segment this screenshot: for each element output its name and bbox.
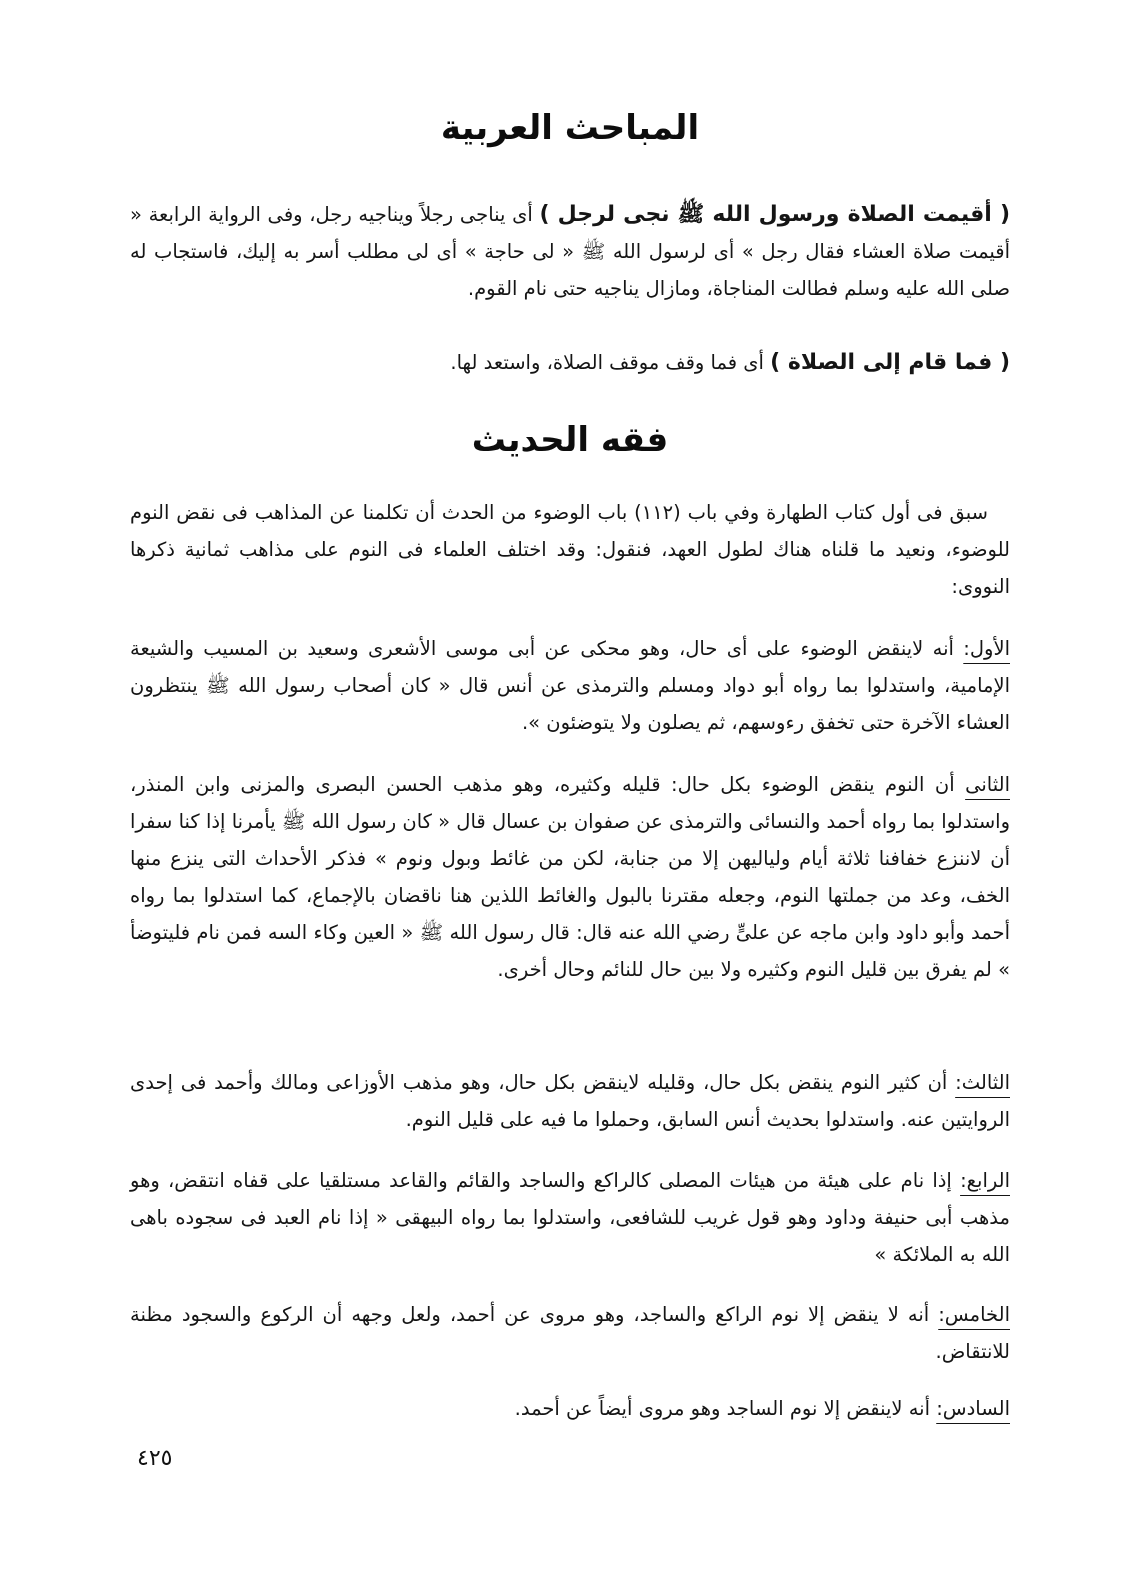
opinion-second: [130, 766, 1010, 988]
explanation-text: أى فما وقف موقف الصلاة، واستعد لها.: [450, 351, 771, 374]
quoted-phrase: ( فما قام إلى الصلاة ): [770, 350, 1010, 375]
opinion-text: أن النوم ينقض الوضوء بكل حال: قليله وكثيره، وهو مذهب الحسن البصرى والمزنى وابن المنذر، واستدلوا بما رواه أحمد والنسائى والترمذى عن صفوان بن عسال قال « كان رسول الله ﷺ يأمرنا إذا كنا سفرا أن لاننزع خفافنا ثلاثة أيام ولياليهن إلا من جنابة، لكن من غائط وبول ونوم » فذكر الأحداث التى ينزع منها الخف، وعد من جملتها النوم، وجعله مقترنا بالبول والغائط اللذين هنا ناقضان بالإجماع، كما استدلوا بما رواه أحمد وأبو داود وابن ماجه عن علىٍّ رضي الله عنه قال: قال رسول الله ﷺ « العين وكاء السه فمن نام فليتوضأ » لم يفرق بين قليل النوم وكثيره ولا بين حال للنائم وحال أخرى.: [130, 773, 1010, 981]
opinion-text: أنه لاينقض إلا نوم الساجد وهو مروى أيضاً عن أحمد.: [514, 1397, 937, 1420]
opinion-text: أنه لا ينقض إلا نوم الراكع والساجد، وهو مروى عن أحمد، ولعل وجهه أن الركوع والسجود مظنة للانتقاض.: [130, 1303, 1010, 1363]
paragraph-intro: سبق فى أول كتاب الطهارة وفي باب (١١٢) باب الوضوء من الحدث أن تكلمنا عن المذاهب فى نقض النوم للوضوء، ونعيد ما قلناه هناك لطول العهد، فنقول: وقد اختلف العلماء فى النوم على مذاهب ثمانية ذكرها النووى:: [130, 501, 1010, 598]
explanation-text: أى يناجى رجلاً ويناجيه رجل، وفى الرواية الرابعة « أقيمت صلاة العشاء فقال رجل » أى لرسول الله ﷺ « لى حاجة » أى لى مطلب أسر به إليك، فاستجاب له صلى الله عليه وسلم فطالت المناجاة، ومازال يناجيه حتى نام القوم.: [130, 203, 1010, 300]
page-number: ٤٢٥: [137, 1446, 173, 1471]
section-heading-arabic-investigations: المباحث العربية: [440, 108, 700, 148]
opinion-sixth: [130, 1390, 1010, 1427]
opinion-text: إذا نام على هيئة من هيئات المصلى كالراكع والساجد والقائم والقاعد مستلقيا على قفاه انتقض، وهو مذهب أبى حنيفة وداود وهو قول غريب للشافعى، واستدلوا بما رواه البيهقى « إذا نام العبد فى سجوده باهى الله به الملائكة »: [130, 1169, 1010, 1266]
section-heading-hadith-jurisprudence: فقه الحديث: [471, 420, 669, 460]
opinion-text: أنه لاينقض الوضوء على أى حال، وهو محكى عن أبى موسى الأشعرى وسعيد بن المسيب والشيعة الإمامية، واستدلوا بما رواه أبو دواد ومسلم والترمذى عن أنس قال « كان أصحاب رسول الله ﷺ ينتظرون العشاء الآخرة حتى تخفق رءوسهم، ثم يصلون ولا يتوضئون ».: [130, 637, 1010, 734]
opinion-third: [130, 1064, 1010, 1138]
opinion-label: الرابع:: [960, 1169, 1010, 1192]
opinion-first: [130, 630, 1010, 741]
opinion-fourth: [130, 1162, 1010, 1273]
opinion-label: السادس:: [936, 1397, 1010, 1420]
paragraph-explanation-1: [130, 196, 1010, 307]
opinion-label: الثانى: [965, 773, 1010, 796]
paragraph-explanation-2: [130, 344, 1010, 381]
opinion-fifth: [130, 1296, 1010, 1370]
opinion-label: الأول:: [963, 637, 1010, 660]
opinion-label: الخامس:: [938, 1303, 1010, 1326]
quoted-phrase: ( أقيمت الصلاة ورسول الله ﷺ نجى لرجل ): [539, 202, 1011, 227]
opinion-label: الثالث:: [955, 1071, 1010, 1094]
opinion-text: أن كثير النوم ينقض بكل حال، وقليله لاينقض بكل حال، وهو مذهب الأوزاعى ومالك وأحمد فى إحدى الروايتين عنه. واستدلوا بحديث أنس السابق، وحملوا ما فيه على قليل النوم.: [130, 1071, 1010, 1131]
